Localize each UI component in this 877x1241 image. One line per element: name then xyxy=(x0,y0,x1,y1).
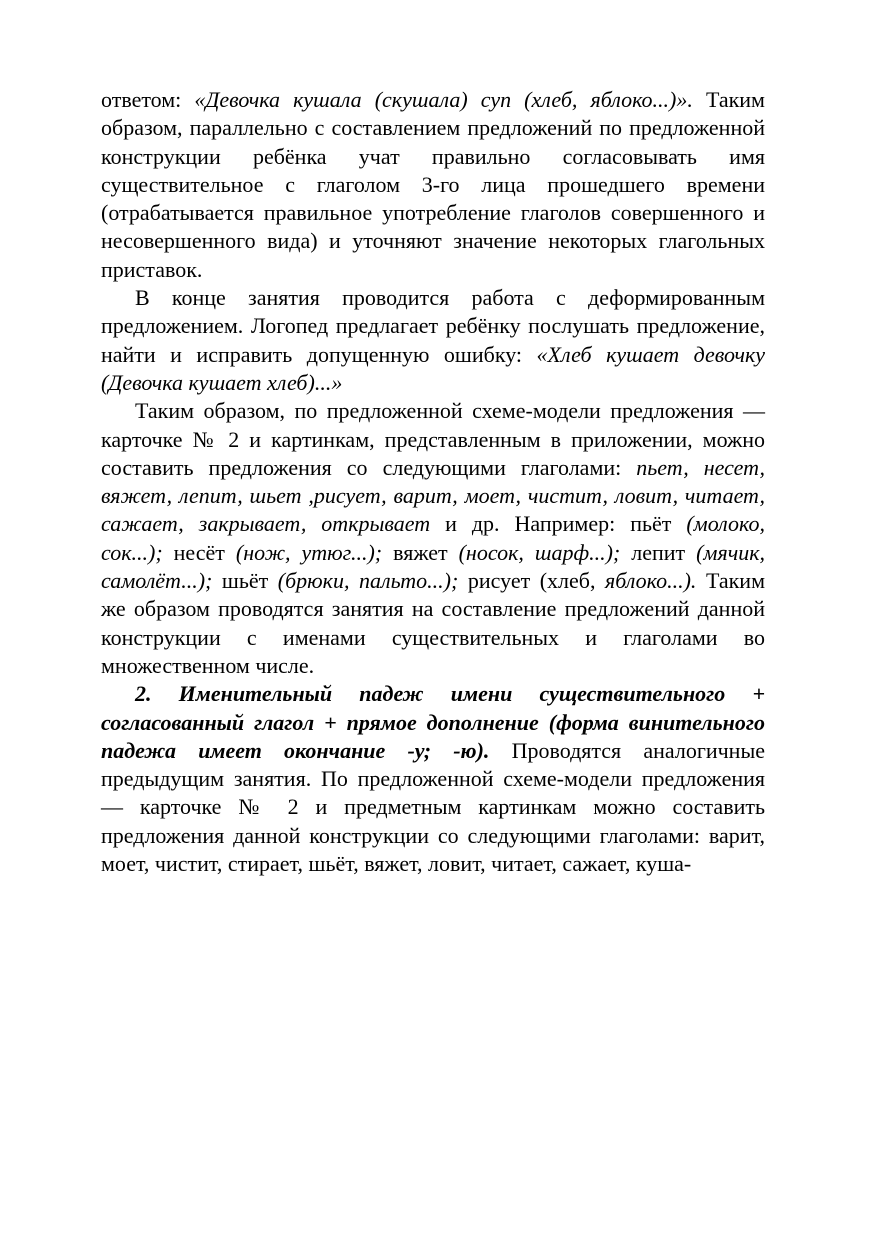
text-run: 2. Именительный падеж имени существительного + согласованный глагол + прямое дополнение (форма винительного падежа имеет окончание -у; -ю). xyxy=(101,681,765,763)
text-block xyxy=(101,86,765,878)
text-run: ответом: xyxy=(101,87,195,112)
text-run: Таким образом, по предложенной схеме-модели предложения — карточке № 2 и картинкам, представленным в приложении, можно составить предложения со следующими глаголами: xyxy=(101,398,765,480)
text-run: вяжет xyxy=(382,539,459,565)
text-run: «Девочка кушала (скушала) суп (хлеб, яблоко...)». xyxy=(194,87,693,112)
paragraph-otvetom xyxy=(101,86,765,284)
text-run: В конце занятия проводится работа с деформированным предложением. Логопед предлагает ребёнку послушать предложение, найти и исправить допущенную ошибку: xyxy=(101,285,765,367)
text-run: пьет, несет, вяжет, лепит, шьет ,рисует, варит, моет, чистит, ловит, читает, сажает, закрывает, открывает xyxy=(101,454,765,537)
text-run: шьёт xyxy=(212,568,278,594)
text-run: Проводятся аналогичные предыдущим занятия. По предложенной схеме-модели предложения — карточке № 2 и предметным картинкам можно составить предложения данной конструкции со следующими глаголами: варит, моет, чистит, стирает, шьёт, вяжет, ловит, читает, сажает, куша- xyxy=(101,737,765,877)
paragraph-v-konce-zanyatiya xyxy=(101,284,765,397)
text-run: (нож, утюг...); xyxy=(235,539,383,565)
text-run: (мячик, самолёт...); xyxy=(101,539,765,594)
text-run: несёт xyxy=(162,539,236,565)
text-run: рисует (хлеб, xyxy=(458,568,606,594)
text-run: и др. Например: пьёт xyxy=(430,511,687,537)
text-run: (молоко, сок...); xyxy=(101,511,765,565)
text-run: яблоко...). xyxy=(605,568,697,594)
text-run: Таким образом, параллельно с составлением предложений по предложенной конструкции ребёнка учат правильно согласовывать имя существительное с глаголом 3-го лица прошедшего времени (отрабатывается правильное употребление глаголов совершенного и несовершенного вида) и уточняют значение некоторых глагольных приставок. xyxy=(101,87,765,282)
text-run: Таким же образом проводятся занятия на составление предложений данной конструкции с именами существительных и глаголами во множественном числе. xyxy=(101,568,765,678)
text-run: лепит xyxy=(620,539,697,565)
text-run: (брюки, пальто...); xyxy=(277,568,459,594)
text-run: «Хлеб кушает девочку (Девочка кушает хлеб)...» xyxy=(101,341,765,395)
paragraph-imenitelnyj-padezh xyxy=(101,680,765,878)
paragraph-takim-obrazom xyxy=(101,397,765,680)
text-run: (носок, шарф...); xyxy=(458,539,621,565)
